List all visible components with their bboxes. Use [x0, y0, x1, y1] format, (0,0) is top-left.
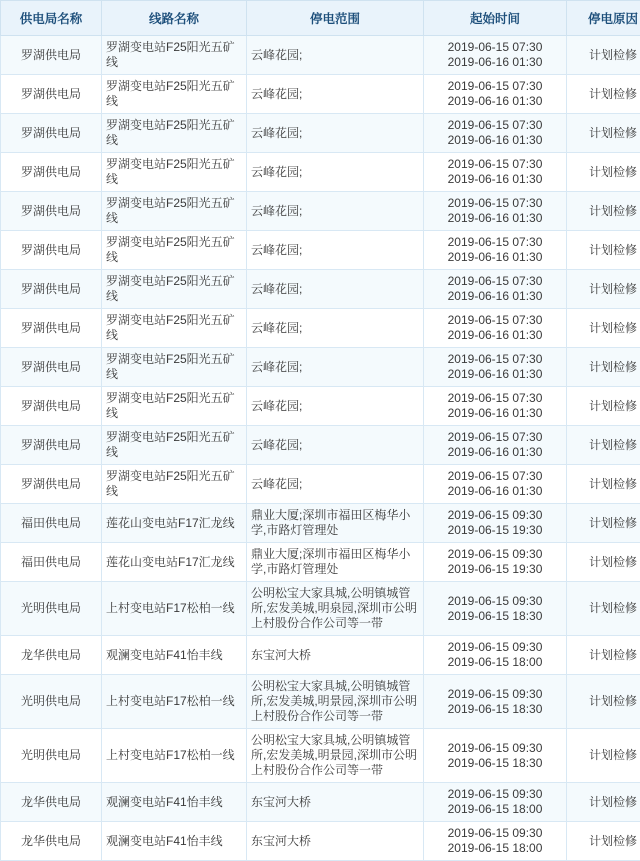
cell-bureau: 罗湖供电局 [1, 231, 102, 270]
cell-time-end: 2019-06-16 01:30 [428, 133, 562, 148]
cell-reason: 计划检修 [567, 231, 640, 270]
cell-line: 莲花山变电站F17汇龙线 [102, 504, 247, 543]
table-row [1, 36, 640, 75]
cell-bureau: 罗湖供电局 [1, 387, 102, 426]
cell-time-start: 2019-06-15 07:30 [428, 469, 562, 484]
table-row [1, 543, 640, 582]
cell-time [424, 636, 567, 675]
cell-line: 罗湖变电站F25阳光五矿线 [102, 192, 247, 231]
cell-time-end: 2019-06-15 18:00 [428, 841, 562, 856]
cell-time-start: 2019-06-15 07:30 [428, 391, 562, 406]
cell-line: 罗湖变电站F25阳光五矿线 [102, 270, 247, 309]
cell-scope: 云峰花园; [247, 75, 424, 114]
cell-time-start: 2019-06-15 09:30 [428, 826, 562, 841]
cell-bureau: 光明供电局 [1, 675, 102, 729]
cell-bureau: 罗湖供电局 [1, 36, 102, 75]
cell-time-start: 2019-06-15 07:30 [428, 196, 562, 211]
cell-scope: 公明松宝大家具城,公明镇城管所,宏发美城,明景园,深圳市公明上村股份合作公司等一带 [247, 675, 424, 729]
cell-bureau: 罗湖供电局 [1, 348, 102, 387]
cell-time-end: 2019-06-15 19:30 [428, 523, 562, 538]
cell-scope: 云峰花园; [247, 387, 424, 426]
cell-bureau: 福田供电局 [1, 504, 102, 543]
cell-time-end: 2019-06-16 01:30 [428, 250, 562, 265]
cell-time-start: 2019-06-15 07:30 [428, 157, 562, 172]
cell-time [424, 504, 567, 543]
cell-bureau: 罗湖供电局 [1, 153, 102, 192]
cell-time [424, 822, 567, 861]
cell-time-start: 2019-06-15 09:30 [428, 687, 562, 702]
cell-reason: 计划检修 [567, 543, 640, 582]
cell-time-end: 2019-06-16 01:30 [428, 367, 562, 382]
cell-reason: 计划检修 [567, 153, 640, 192]
cell-line: 罗湖变电站F25阳光五矿线 [102, 36, 247, 75]
cell-time [424, 309, 567, 348]
column-header-line: 线路名称 [102, 1, 247, 36]
cell-time-start: 2019-06-15 09:30 [428, 547, 562, 562]
cell-time [424, 192, 567, 231]
table-header-row [1, 1, 640, 36]
cell-line: 观澜变电站F41怡丰线 [102, 636, 247, 675]
cell-reason: 计划检修 [567, 783, 640, 822]
cell-bureau: 龙华供电局 [1, 783, 102, 822]
cell-time-end: 2019-06-16 01:30 [428, 55, 562, 70]
table-row [1, 270, 640, 309]
cell-line: 罗湖变电站F25阳光五矿线 [102, 231, 247, 270]
cell-time [424, 729, 567, 783]
table-row [1, 636, 640, 675]
cell-time [424, 387, 567, 426]
cell-line: 罗湖变电站F25阳光五矿线 [102, 75, 247, 114]
cell-reason: 计划检修 [567, 504, 640, 543]
cell-time-end: 2019-06-16 01:30 [428, 289, 562, 304]
cell-reason: 计划检修 [567, 822, 640, 861]
cell-bureau: 光明供电局 [1, 582, 102, 636]
cell-time-start: 2019-06-15 09:30 [428, 741, 562, 756]
cell-line: 罗湖变电站F25阳光五矿线 [102, 348, 247, 387]
cell-bureau: 龙华供电局 [1, 636, 102, 675]
cell-bureau: 罗湖供电局 [1, 309, 102, 348]
cell-time-end: 2019-06-15 18:00 [428, 655, 562, 670]
table-row [1, 309, 640, 348]
cell-scope: 云峰花园; [247, 192, 424, 231]
cell-time-end: 2019-06-15 18:30 [428, 609, 562, 624]
table-row [1, 153, 640, 192]
cell-time [424, 270, 567, 309]
cell-time-end: 2019-06-15 18:30 [428, 702, 562, 717]
cell-bureau: 罗湖供电局 [1, 75, 102, 114]
table-row [1, 504, 640, 543]
cell-time [424, 426, 567, 465]
cell-time-end: 2019-06-15 18:30 [428, 756, 562, 771]
cell-time [424, 153, 567, 192]
cell-line: 罗湖变电站F25阳光五矿线 [102, 426, 247, 465]
cell-time-start: 2019-06-15 09:30 [428, 640, 562, 655]
table-row [1, 729, 640, 783]
cell-reason: 计划检修 [567, 636, 640, 675]
cell-line: 罗湖变电站F25阳光五矿线 [102, 153, 247, 192]
cell-scope: 云峰花园; [247, 309, 424, 348]
cell-reason: 计划检修 [567, 675, 640, 729]
table-row [1, 231, 640, 270]
cell-reason: 计划检修 [567, 114, 640, 153]
cell-line: 上村变电站F17松柏一线 [102, 675, 247, 729]
cell-scope: 云峰花园; [247, 465, 424, 504]
cell-time-start: 2019-06-15 07:30 [428, 79, 562, 94]
cell-scope: 云峰花园; [247, 36, 424, 75]
cell-reason: 计划检修 [567, 192, 640, 231]
cell-bureau: 罗湖供电局 [1, 114, 102, 153]
cell-scope: 东宝河大桥 [247, 822, 424, 861]
cell-time [424, 75, 567, 114]
column-header-time: 起始时间 [424, 1, 567, 36]
table-row [1, 465, 640, 504]
table-row [1, 387, 640, 426]
cell-time-end: 2019-06-16 01:30 [428, 94, 562, 109]
column-header-scope: 停电范围 [247, 1, 424, 36]
table-body [1, 36, 640, 861]
column-header-bureau: 供电局名称 [1, 1, 102, 36]
cell-time [424, 675, 567, 729]
cell-time [424, 348, 567, 387]
table-header [1, 1, 640, 36]
cell-time [424, 231, 567, 270]
cell-bureau: 罗湖供电局 [1, 426, 102, 465]
cell-scope: 云峰花园; [247, 426, 424, 465]
cell-time-end: 2019-06-16 01:30 [428, 406, 562, 421]
cell-scope: 公明松宝大家具城,公明镇城管所,宏发美城,明泉园,深圳市公明上村股份合作公司等一带 [247, 582, 424, 636]
table-row [1, 426, 640, 465]
table-row [1, 822, 640, 861]
cell-time-start: 2019-06-15 07:30 [428, 40, 562, 55]
cell-reason: 计划检修 [567, 75, 640, 114]
cell-time-start: 2019-06-15 07:30 [428, 118, 562, 133]
cell-line: 罗湖变电站F25阳光五矿线 [102, 309, 247, 348]
cell-time [424, 543, 567, 582]
cell-reason: 计划检修 [567, 729, 640, 783]
cell-time-start: 2019-06-15 07:30 [428, 352, 562, 367]
cell-line: 罗湖变电站F25阳光五矿线 [102, 465, 247, 504]
cell-scope: 云峰花园; [247, 348, 424, 387]
cell-bureau: 罗湖供电局 [1, 192, 102, 231]
cell-reason: 计划检修 [567, 36, 640, 75]
cell-reason: 计划检修 [567, 426, 640, 465]
cell-line: 罗湖变电站F25阳光五矿线 [102, 387, 247, 426]
cell-time-start: 2019-06-15 09:30 [428, 594, 562, 609]
cell-reason: 计划检修 [567, 387, 640, 426]
cell-time-end: 2019-06-16 01:30 [428, 484, 562, 499]
cell-time [424, 783, 567, 822]
cell-scope: 鼎业大厦;深圳市福田区梅华小学,市路灯管理处 [247, 543, 424, 582]
table-row [1, 783, 640, 822]
cell-bureau: 龙华供电局 [1, 822, 102, 861]
cell-time [424, 36, 567, 75]
cell-time-end: 2019-06-15 19:30 [428, 562, 562, 577]
cell-time-start: 2019-06-15 07:30 [428, 430, 562, 445]
table-row [1, 114, 640, 153]
cell-time [424, 114, 567, 153]
cell-time-end: 2019-06-15 18:00 [428, 802, 562, 817]
cell-scope: 公明松宝大家具城,公明镇城管所,宏发美城,明景园,深圳市公明上村股份合作公司等一带 [247, 729, 424, 783]
cell-reason: 计划检修 [567, 270, 640, 309]
cell-reason: 计划检修 [567, 465, 640, 504]
cell-line: 观澜变电站F41怡丰线 [102, 822, 247, 861]
cell-scope: 云峰花园; [247, 270, 424, 309]
cell-time-end: 2019-06-16 01:30 [428, 172, 562, 187]
cell-reason: 计划检修 [567, 582, 640, 636]
cell-line: 上村变电站F17松柏一线 [102, 729, 247, 783]
table-row [1, 582, 640, 636]
cell-time-start: 2019-06-15 07:30 [428, 313, 562, 328]
cell-time-start: 2019-06-15 09:30 [428, 787, 562, 802]
cell-bureau: 光明供电局 [1, 729, 102, 783]
cell-scope: 云峰花园; [247, 231, 424, 270]
table-row [1, 675, 640, 729]
cell-time-start: 2019-06-15 09:30 [428, 508, 562, 523]
column-header-reason: 停电原因 [567, 1, 640, 36]
cell-scope: 鼎业大厦;深圳市福田区梅华小学,市路灯管理处 [247, 504, 424, 543]
cell-scope: 东宝河大桥 [247, 783, 424, 822]
cell-scope: 东宝河大桥 [247, 636, 424, 675]
cell-bureau: 福田供电局 [1, 543, 102, 582]
cell-time [424, 582, 567, 636]
cell-time-start: 2019-06-15 07:30 [428, 235, 562, 250]
cell-bureau: 罗湖供电局 [1, 465, 102, 504]
cell-bureau: 罗湖供电局 [1, 270, 102, 309]
cell-reason: 计划检修 [567, 309, 640, 348]
cell-time-end: 2019-06-16 01:30 [428, 328, 562, 343]
table-row [1, 348, 640, 387]
cell-time-end: 2019-06-16 01:30 [428, 445, 562, 460]
table-row [1, 75, 640, 114]
cell-scope: 云峰花园; [247, 153, 424, 192]
cell-line: 观澜变电站F41怡丰线 [102, 783, 247, 822]
table-row [1, 192, 640, 231]
cell-time-start: 2019-06-15 07:30 [428, 274, 562, 289]
cell-time-end: 2019-06-16 01:30 [428, 211, 562, 226]
cell-reason: 计划检修 [567, 348, 640, 387]
cell-line: 罗湖变电站F25阳光五矿线 [102, 114, 247, 153]
cell-line: 莲花山变电站F17汇龙线 [102, 543, 247, 582]
cell-line: 上村变电站F17松柏一线 [102, 582, 247, 636]
cell-scope: 云峰花园; [247, 114, 424, 153]
cell-time [424, 465, 567, 504]
